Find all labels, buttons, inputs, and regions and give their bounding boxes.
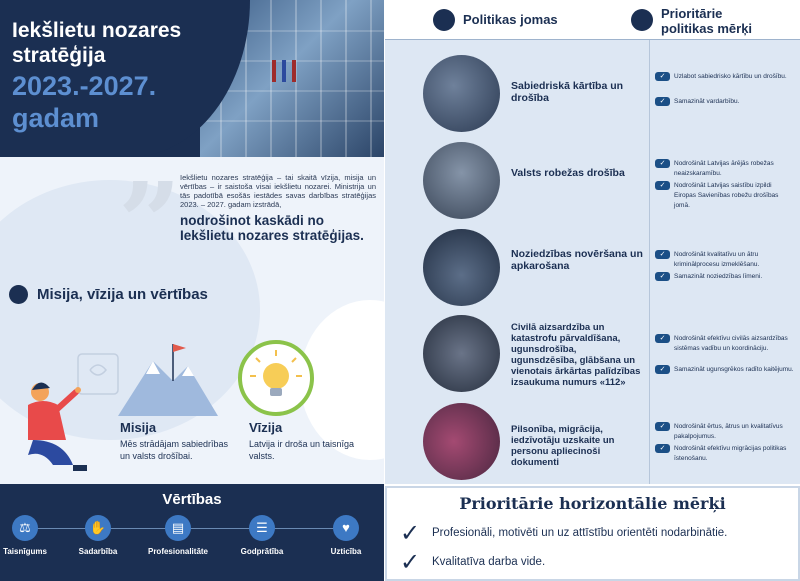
horizontal-goals-title: Prioritārie horizontālie mērķi <box>459 494 726 513</box>
value-label: Sadarbība <box>78 547 118 556</box>
book-icon: ▤ <box>165 515 191 541</box>
lightbulb-icon <box>238 340 314 416</box>
value-label: Profesionalitāte <box>147 547 208 556</box>
column-header-priority-goals: Prioritārie politikas mērķi <box>661 6 753 36</box>
checkbox-icon: ✓ <box>655 72 670 81</box>
checkbox-icon: ✓ <box>655 97 670 106</box>
page-title: Iekšlietu nozares stratēģija <box>12 19 182 67</box>
border-guard-photo <box>423 142 500 219</box>
value-item-sadarbiba <box>58 515 138 556</box>
value-item-profesionalitate <box>138 515 218 556</box>
vision-title: Vīzija <box>249 420 283 435</box>
goal-item: ✓ Samazināt vardarbību. <box>655 97 795 107</box>
police-car-photo <box>423 229 500 306</box>
value-label: Godprātība <box>240 547 284 556</box>
clipboard-icon: ☰ <box>249 515 275 541</box>
policy-name: Sabiedriskā kārtība un drošība <box>511 80 624 104</box>
horizontal-goal-item: ✓ Profesionāli, motivēti un uz attīstību orientēti nodarbinātie. <box>400 520 728 547</box>
goal-item: ✓ Uzlabot sabiedrisko kārtību un drošību. <box>655 72 795 82</box>
header-banner <box>0 0 384 157</box>
heart-hands-icon: ♥ <box>333 515 359 541</box>
left-panel <box>0 0 384 581</box>
page-title-years: 2023.-2027. gadam <box>12 71 157 133</box>
goal-item: ✓ Nodrošināt efektīvu civilās aizsardzības sistēmas vadību un koordināciju. <box>655 334 795 354</box>
section-heading-mvv: Misija, vīzija un vērtības <box>37 286 208 303</box>
checkbox-icon: ✓ <box>655 365 670 374</box>
goal-item: ✓ Samazināt ugunsgrēkos radīto kaitējumu. <box>655 365 795 375</box>
checkbox-icon: ✓ <box>655 334 670 343</box>
horizontal-goal-item: ✓ Kvalitatīva darba vide. <box>400 549 546 576</box>
checkbox-icon: ✓ <box>655 272 670 281</box>
person-illustration-icon <box>18 350 128 480</box>
goal-item: ✓ Nodrošināt ērtus, ātrus un kvalitatīvus pakalpojumus. <box>655 422 795 442</box>
value-item-godpratiba <box>222 515 302 556</box>
policy-name: Civilā aizsardzība un katastrofu pārvaldīšana, ugunsdrošība, ugunsdzēsība, glābšana un vienotais ārkārtas palīdzības izsaukuma numurs «112» <box>511 322 641 388</box>
policy-name: Valsts robežas drošība <box>511 167 625 179</box>
column-divider <box>649 40 650 484</box>
quote-icon: ” <box>118 158 182 287</box>
checkbox-icon: ✓ <box>655 422 670 431</box>
goal-item: ✓ Nodrošināt kvalitatīvu un ātru kriminālprocesu izmeklēšanu. <box>655 250 795 270</box>
bullet-dot-icon <box>9 285 28 304</box>
mission-text: Mēs strādājam sabiedrības un valsts drošībai. <box>120 439 229 461</box>
policy-name: Noziedzības novēršana un apkarošana <box>511 248 643 272</box>
bullet-dot-icon <box>631 9 653 31</box>
policy-name: Pilsonība, migrācija, iedzīvotāju uzskaite un personu apliecinoši dokumenti <box>511 424 615 468</box>
bullet-dot-icon <box>433 9 455 31</box>
checkbox-icon: ✓ <box>655 181 670 190</box>
value-label: Uzticība <box>330 547 362 556</box>
intro-text: Iekšlietu nozares stratēģija – tai skaitā vīzija, misija un vērtības – ir saistoša visai iekšlietu nozarei. Ministrija un tās padotībā esošās iestādes savas darbības stratēģijas 2023. – 2027. gadam izstrādā, <box>180 173 376 209</box>
vision-text: Latvija ir droša un taisnīga valsts. <box>249 439 355 461</box>
checkmark-icon: ✓ <box>400 549 421 576</box>
value-label: Taisnīgums <box>3 547 47 556</box>
values-title: Vērtības <box>162 491 222 508</box>
passport-photo <box>423 403 500 480</box>
checkbox-icon: ✓ <box>655 250 670 259</box>
value-item-taisnigums <box>0 515 65 556</box>
firefighters-photo <box>423 315 500 392</box>
goal-item: ✓ Nodrošināt Latvijas ārējās robežas neaizskaramību. <box>655 159 795 179</box>
goal-item: ✓ Samazināt noziedzības līmeni. <box>655 272 795 282</box>
handshake-icon: ✋ <box>85 515 111 541</box>
goal-item: ✓ Nodrošināt efektīvu migrācijas politikas īstenošanu. <box>655 444 795 464</box>
checkbox-icon: ✓ <box>655 444 670 453</box>
checkmark-icon: ✓ <box>400 520 421 547</box>
column-header-policy-areas: Politikas jomas <box>463 12 558 27</box>
checkbox-icon: ✓ <box>655 159 670 168</box>
goal-item: ✓ Nodrošināt Latvijas saistību izpildi Eiropas Savienības robežu drošības jomā. <box>655 181 795 211</box>
intro-highlight: nodrošinot kaskādi no Iekšlietu nozares stratēģijas. <box>180 213 364 243</box>
mountain-flag-icon <box>118 336 218 416</box>
police-photo <box>423 55 500 132</box>
value-item-uzticiba <box>306 515 384 556</box>
mission-title: Misija <box>120 420 157 435</box>
scales-icon: ⚖ <box>12 515 38 541</box>
